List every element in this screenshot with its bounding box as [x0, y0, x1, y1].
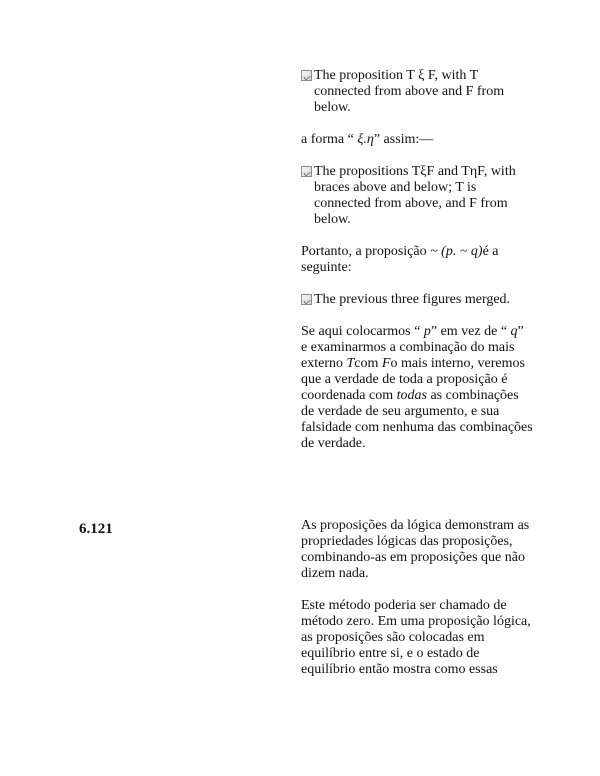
figure-t-xi-f: [301, 68, 533, 116]
math-variable: T: [346, 356, 355, 371]
emphasis: todas: [396, 388, 427, 403]
math-expression: ξ.η: [357, 132, 374, 147]
section-body: [301, 518, 533, 694]
text-run: o mais interno, veremos que a verdade de toda a proposição é coordenada com: [301, 356, 525, 403]
section-paragraph: As proposições da lógica demonstram as propriedades lógicas das proposições, combinando-as em proposições que não dizem nada.: [301, 518, 530, 581]
paragraph-forma: [301, 132, 533, 148]
figure-merged: [301, 292, 533, 308]
paragraph-portanto: [301, 244, 533, 276]
text-run: ” em vez de “: [430, 324, 511, 339]
broken-image-icon: [301, 294, 312, 305]
figure-alt-text: The previous three figures merged.: [314, 292, 511, 307]
broken-image-icon: [301, 166, 312, 177]
text-run: ” e examinarmos a combinação do mais externo: [301, 324, 524, 371]
section-number: 6.121: [79, 521, 113, 537]
paragraph-se-aqui: [301, 324, 533, 452]
math-expression: ~ (p. ~ q): [430, 244, 483, 259]
main-text-column: [301, 68, 533, 468]
text-run: é a seguinte:: [301, 244, 499, 275]
text-run: Se aqui colocarmos “: [301, 324, 424, 339]
figure-alt-text: The proposition T ξ F, with T connected from above and F from below.: [314, 68, 505, 115]
text-run: a forma “: [301, 132, 358, 147]
section-paragraph: Este método poderia ser chamado de método zero. Em uma proposição lógica, as proposições são colocadas em equilíbrio entre si, e o estado de equilíbrio então mostra como essas: [301, 598, 531, 677]
math-variable: p: [423, 324, 431, 339]
figure-alt-text: The propositions TξF and TηF, with braces above and below; T is connected from above, and F from below.: [314, 164, 516, 227]
math-variable: q: [510, 324, 518, 339]
text-run: Portanto, a proposição: [301, 244, 431, 259]
text-run: as combinações de verdade de seu argumento, e sua falsidade com nenhuma das combinações de verdade.: [301, 388, 533, 451]
broken-image-icon: [301, 70, 312, 81]
text-run: com: [354, 356, 382, 371]
text-run: ” assim:—: [373, 132, 434, 147]
figure-t-xi-f-t-eta-f: [301, 164, 533, 228]
math-variable: F: [381, 356, 391, 371]
